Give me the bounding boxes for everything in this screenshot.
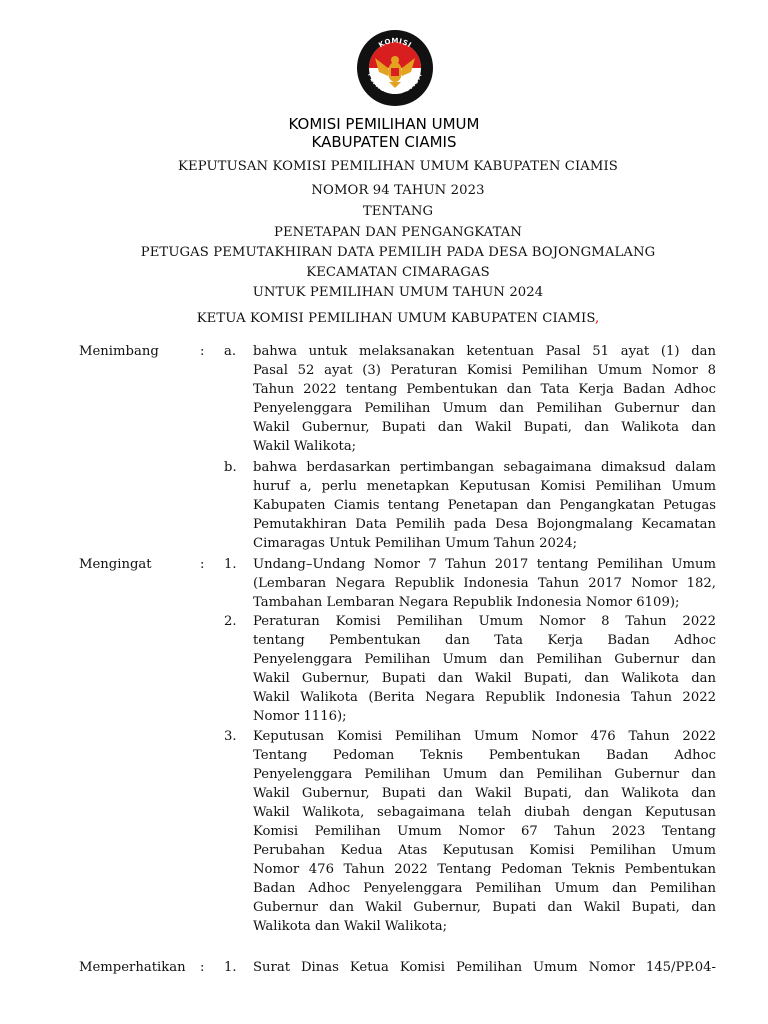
text-line: Undang–Undang Nomor 7 Tahun 2017 tentang Pemilihan Umum xyxy=(253,557,716,572)
org-name: KOMISI PEMILIHAN UMUM xyxy=(288,115,480,133)
decree-number: NOMOR 94 TAHUN 2023 xyxy=(311,183,485,198)
text-line: Tentang Pedoman Teknis Pembentukan Badan Adhoc xyxy=(253,748,716,763)
decree-subject-line: PETUGAS PEMUTAKHIRAN DATA PEMILIH PADA DESA BOJONGMALANG xyxy=(140,245,656,260)
item-number: 1. xyxy=(224,960,237,975)
text-line: Penyelenggara Pemilihan Umum dan Pemilihan Gubernur dan xyxy=(253,652,716,667)
text-line: Walikota dan Wakil Walikota; xyxy=(253,919,448,934)
text-line: Penyelenggara Pemilihan Umum dan Pemilihan Gubernur dan xyxy=(253,401,716,416)
text-line: Keputusan Komisi Pemilihan Umum Nomor 476 Tahun 2022 xyxy=(253,729,716,744)
section-colon: : xyxy=(200,344,205,359)
text-line: Wakil Walikota (Berita Negara Republik Indonesia Tahun 2022 xyxy=(253,690,716,705)
text-line: Wakil Walikota; xyxy=(253,439,357,454)
item-number: b. xyxy=(224,460,237,475)
logo-text-top: KOMISI xyxy=(377,36,413,50)
list-item xyxy=(253,727,716,936)
decree-subject-line: UNTUK PEMILIHAN UMUM TAHUN 2024 xyxy=(252,285,544,300)
decree-about: TENTANG xyxy=(362,204,434,219)
decree-subject-line: KECAMATAN CIMARAGAS xyxy=(306,265,490,280)
list-item xyxy=(253,612,716,726)
section-colon: : xyxy=(200,557,205,572)
text-line: Perubahan Kedua Atas Keputusan Komisi Pemilihan Umum xyxy=(253,843,716,858)
text-line: Nomor 476 Tahun 2022 Tentang Pedoman Teknis Pembentukan xyxy=(253,862,716,877)
logo-text-bottom: PEMILIHAN UMUM xyxy=(366,72,424,97)
text-line: Peraturan Komisi Pemilihan Umum Nomor 8 Tahun 2022 xyxy=(253,614,716,629)
kpu-logo xyxy=(355,28,435,108)
list-item xyxy=(253,458,716,553)
decree-chair xyxy=(0,310,768,328)
section-colon: : xyxy=(200,960,205,975)
text-line: Wakil Gubernur, Bupati dan Wakil Bupati, dan Walikota dan xyxy=(253,671,716,686)
item-number: 3. xyxy=(224,729,237,744)
text-line: Kabupaten Ciamis tentang Penetapan dan Pengangkatan Petugas xyxy=(253,498,716,513)
text-line: Cimaragas Untuk Pemilihan Umum Tahun 2024; xyxy=(253,536,578,551)
list-item xyxy=(253,342,716,456)
text-line: Nomor 1116); xyxy=(253,709,347,724)
text-line: Wakil Gubernur, Bupati dan Wakil Bupati, dan Walikota dan xyxy=(253,786,716,801)
section-label-menimbang: Menimbang xyxy=(79,344,159,359)
text-line: Tambahan Lembaran Negara Republik Indonesia Nomor 6109); xyxy=(253,595,680,610)
list-item xyxy=(253,555,716,612)
text-line: Pasal 52 ayat (3) Peraturan Komisi Pemilihan Umum Nomor 8 xyxy=(253,363,716,378)
text-line: Badan Adhoc Penyelenggara Pemilihan Umum dan Pemilihan xyxy=(253,881,716,896)
item-number: a. xyxy=(224,344,237,359)
text-line: Wakil Gubernur, Bupati dan Wakil Bupati, dan Walikota dan xyxy=(253,420,716,435)
decree-subject-line: PENETAPAN DAN PENGANGKATAN xyxy=(273,225,523,240)
text-line: Tahun 2022 tentang Pembentukan dan Tata Kerja Badan Adhoc xyxy=(253,382,716,397)
text-line: bahwa untuk melaksanakan ketentuan Pasal 51 ayat (1) dan xyxy=(253,344,716,359)
text-line: tentang Pembentukan dan Tata Kerja Badan Adhoc xyxy=(253,633,716,648)
text-line: (Lembaran Negara Republik Indonesia Tahun 2017 Nomor 182, xyxy=(253,576,716,591)
section-label-mengingat: Mengingat xyxy=(79,557,152,572)
item-number: 1. xyxy=(224,557,237,572)
org-region: KABUPATEN CIAMIS xyxy=(311,133,457,151)
text-line: bahwa berdasarkan pertimbangan sebagaimana dimaksud dalam xyxy=(253,460,716,475)
decree-chair-punct: , xyxy=(594,311,600,326)
text-line: Surat Dinas Ketua Komisi Pemilihan Umum Nomor 145/PP.04- xyxy=(253,960,716,975)
decree-chair-text: KETUA KOMISI PEMILIHAN UMUM KABUPATEN CIAMIS xyxy=(196,311,595,326)
text-line: Penyelenggara Pemilihan Umum dan Pemilihan Gubernur dan xyxy=(253,767,716,782)
text-line: huruf a, perlu menetapkan Keputusan Komisi Pemilihan Umum xyxy=(253,479,716,494)
item-number: 2. xyxy=(224,614,237,629)
text-line: Komisi Pemilihan Umum Nomor 67 Tahun 2023 Tentang xyxy=(253,824,716,839)
list-item xyxy=(253,958,716,977)
text-line: Wakil Walikota, sebagaimana telah diubah dengan Keputusan xyxy=(253,805,716,820)
decree-title: KEPUTUSAN KOMISI PEMILIHAN UMUM KABUPATEN CIAMIS xyxy=(178,159,618,174)
section-label-memperhatikan: Memperhatikan xyxy=(79,960,186,975)
text-line: Pemutakhiran Data Pemilih pada Desa Bojongmalang Kecamatan xyxy=(253,517,716,532)
text-line: Gubernur dan Wakil Gubernur, Bupati dan Wakil Bupati, dan xyxy=(253,900,716,915)
